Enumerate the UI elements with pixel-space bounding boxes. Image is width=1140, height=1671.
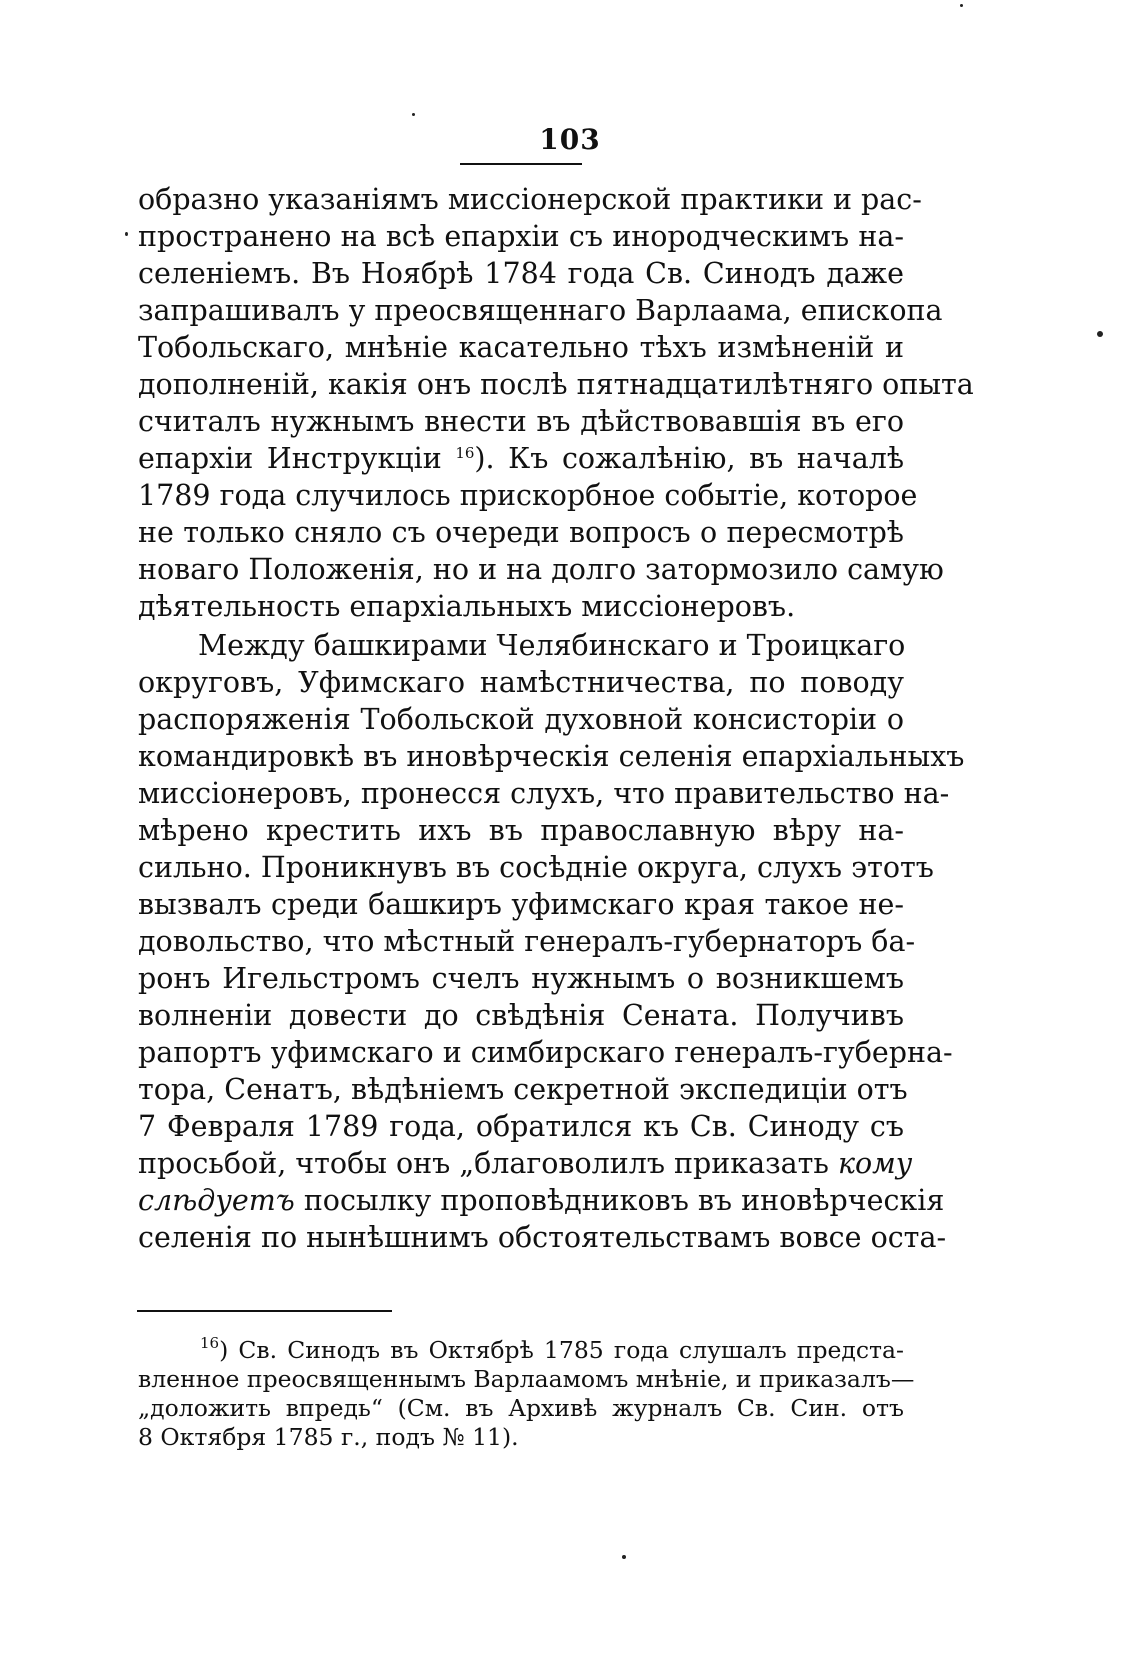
text-line: дополненій, какія онъ послѣ пятнадцатилѣтняго опыта <box>138 368 974 401</box>
text-fragment: ). Къ сожалѣнію, въ началѣ <box>474 442 905 475</box>
text-line: образно указаніямъ миссіонерской практики и рас- <box>138 183 922 216</box>
page-number: 103 <box>539 123 601 156</box>
text-line: Тобольскаго, мнѣніе касательно тѣхъ измѣненій и <box>138 331 904 364</box>
text-line-with-italic <box>138 1182 945 1219</box>
text-line: селенія по нынѣшнимъ обстоятельствамъ вовсе оста- <box>138 1221 947 1254</box>
text-line: новаго Положенія, но и на долго затормозило самую <box>138 553 944 586</box>
text-line: мѣрено крестить ихъ въ православную вѣру на- <box>138 814 904 847</box>
text-line: сильно. Проникнувъ въ сосѣдніе округа, слухъ этотъ <box>138 851 934 884</box>
text-line: миссіонеровъ, пронесся слухъ, что правительство на- <box>138 777 950 810</box>
text-line: ронъ Игельстромъ счелъ нужнымъ о возникшемъ <box>138 962 904 995</box>
text-line: пространено на всѣ епархіи съ инородческимъ на- <box>138 220 904 253</box>
footnote-line <box>138 1336 904 1365</box>
text-line-with-italic <box>138 1145 913 1182</box>
scan-speck <box>412 113 415 116</box>
text-line: волненіи довести до свѣдѣнія Сената. Получивъ <box>138 999 904 1032</box>
paragraph-2 <box>138 627 965 1256</box>
footnote-block <box>138 1334 915 1452</box>
text-line: 7 Февраля 1789 года, обратился къ Св. Синоду съ <box>138 1110 904 1143</box>
text-line: командировкѣ въ иновѣрческія селенія епархіальныхъ <box>138 740 965 773</box>
body-text <box>138 181 974 1256</box>
italic-fragment: кому <box>837 1147 913 1180</box>
text-line: селеніемъ. Въ Ноябрѣ 1784 года Св. Синодъ даже <box>138 257 904 290</box>
text-fragment: епархіи Инструкціи <box>138 442 442 475</box>
scan-speck <box>622 1555 626 1559</box>
text-line: вызвалъ среди башкиръ уфимскаго края такое не- <box>138 888 904 921</box>
scan-speck <box>960 4 963 7</box>
text-line: округовъ, Уфимскаго намѣстничества, по поводу <box>138 666 904 699</box>
text-line: не только сняло съ очереди вопросъ о пересмотрѣ <box>138 516 904 549</box>
text-line: рапортъ уфимскаго и симбирскаго генералъ-губерна- <box>138 1036 953 1069</box>
scan-speck <box>125 232 128 236</box>
text-line: распоряженія Тобольской духовной консисторіи о <box>138 703 904 736</box>
text-line: запрашивалъ у преосвященнаго Варлаама, епископа <box>138 294 943 327</box>
text-line: считалъ нужнымъ внести въ дѣйствовавшія въ его <box>138 405 904 438</box>
italic-fragment: слѣдуетъ <box>138 1184 295 1217</box>
footnote-separator <box>137 1310 392 1312</box>
text-line: тора, Сенатъ, вѣдѣніемъ секретной экспедиціи отъ <box>138 1073 908 1106</box>
text-line-with-footnote-ref <box>138 440 904 477</box>
page-number-rule <box>460 163 582 165</box>
text-line: дѣятельность епархіальныхъ миссіонеровъ. <box>138 590 796 623</box>
text-line: 1789 года случилось прискорбное событіе, которое <box>138 479 918 512</box>
footnote-line: 8 Октября 1785 г., подъ № 11). <box>138 1423 519 1451</box>
footnote-reference[interactable]: 16 <box>455 444 475 462</box>
text-line: довольство, что мѣстный генералъ-губернаторъ ба- <box>138 925 916 958</box>
text-fragment: просьбой, чтобы онъ „благоволилъ приказать <box>138 1147 829 1180</box>
footnote-line: „доложить впредь“ (См. въ Архивѣ журналъ Св. Син. отъ <box>138 1394 904 1422</box>
text-line: Между башкирами Челябинскаго и Троицкаго <box>198 629 906 662</box>
paragraph-1 <box>138 181 974 625</box>
footnote-line: вленное преосвященнымъ Варлаамомъ мнѣніе, и приказалъ— <box>138 1365 915 1393</box>
footnote-marker: 16 <box>200 1334 220 1352</box>
scan-speck <box>1097 331 1103 337</box>
text-fragment: ) Св. Синодъ въ Октябрѣ 1785 года слушалъ предста- <box>219 1336 904 1364</box>
text-fragment: посылку проповѣдниковъ въ иновѣрческія <box>303 1184 945 1217</box>
